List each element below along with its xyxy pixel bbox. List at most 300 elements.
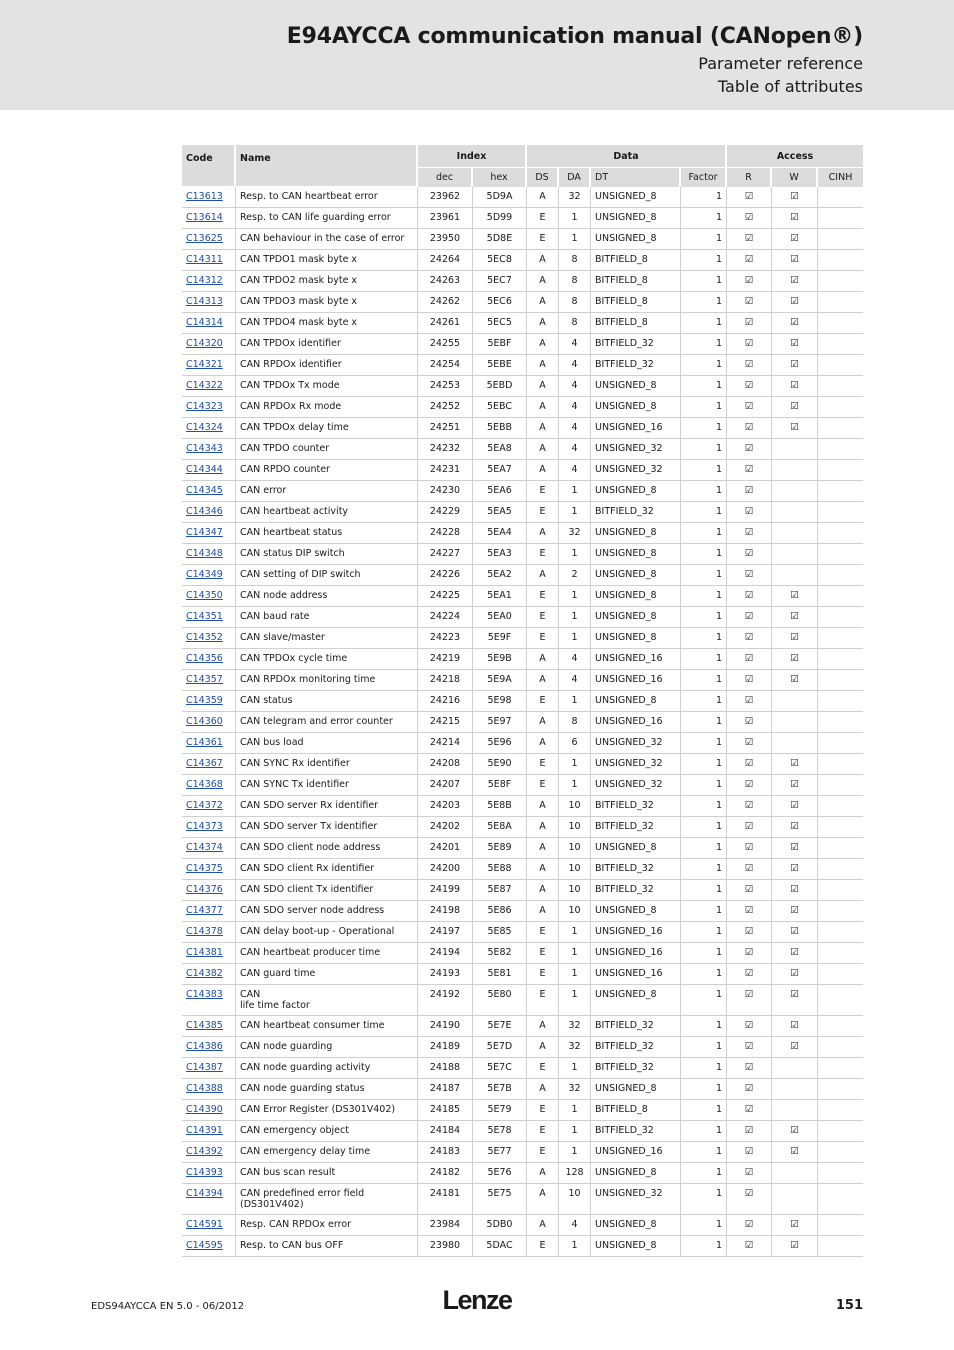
cell-code[interactable] bbox=[182, 691, 236, 712]
cell-dt: UNSIGNED_8 bbox=[591, 628, 681, 649]
cell-code[interactable] bbox=[182, 229, 236, 250]
cell-dec: 24187 bbox=[418, 1079, 473, 1100]
cell-code[interactable] bbox=[182, 628, 236, 649]
cell-code[interactable] bbox=[182, 901, 236, 922]
table-body bbox=[182, 187, 863, 1257]
cell-w: ☑ bbox=[772, 796, 818, 817]
cell-hex: 5D8E bbox=[473, 229, 527, 250]
code-link[interactable]: C14591 bbox=[186, 1219, 223, 1230]
code-link[interactable]: C14351 bbox=[186, 611, 223, 622]
cell-hex: 5E88 bbox=[473, 859, 527, 880]
code-link[interactable]: C14314 bbox=[186, 317, 223, 328]
cell-code[interactable] bbox=[182, 481, 236, 502]
cell-name: CAN setting of DIP switch bbox=[236, 565, 418, 586]
cell-code[interactable] bbox=[182, 1163, 236, 1184]
cell-factor: 1 bbox=[681, 1058, 727, 1079]
cell-code[interactable] bbox=[182, 187, 236, 208]
cell-name: CAN RPDOx Rx mode bbox=[236, 397, 418, 418]
cell-code[interactable] bbox=[182, 733, 236, 754]
cell-name: CAN heartbeat producer time bbox=[236, 943, 418, 964]
cell-code[interactable] bbox=[182, 649, 236, 670]
cell-dt: UNSIGNED_32 bbox=[591, 439, 681, 460]
code-link[interactable]: C14347 bbox=[186, 527, 223, 538]
table-row bbox=[182, 1079, 863, 1100]
cell-r: ☑ bbox=[727, 481, 772, 502]
cell-ds: E bbox=[527, 607, 559, 628]
cell-name: CAN SDO client node address bbox=[236, 838, 418, 859]
cell-code[interactable] bbox=[182, 502, 236, 523]
cell-hex: 5D99 bbox=[473, 208, 527, 229]
cell-dt: UNSIGNED_16 bbox=[591, 670, 681, 691]
code-link[interactable]: C14393 bbox=[186, 1167, 223, 1178]
cell-cinh bbox=[818, 313, 863, 334]
cell-cinh bbox=[818, 1079, 863, 1100]
cell-r: ☑ bbox=[727, 1236, 772, 1257]
code-link[interactable]: C14368 bbox=[186, 779, 223, 790]
cell-code[interactable] bbox=[182, 817, 236, 838]
code-link[interactable]: C14357 bbox=[186, 674, 223, 685]
code-link[interactable]: C14346 bbox=[186, 506, 223, 517]
cell-dec: 24194 bbox=[418, 943, 473, 964]
cell-hex: 5E89 bbox=[473, 838, 527, 859]
cell-r: ☑ bbox=[727, 649, 772, 670]
cell-factor: 1 bbox=[681, 292, 727, 313]
subsection-title: Table of attributes bbox=[717, 77, 863, 96]
cell-ds: E bbox=[527, 1236, 559, 1257]
table-row bbox=[182, 712, 863, 733]
cell-cinh bbox=[818, 292, 863, 313]
cell-ds: A bbox=[527, 901, 559, 922]
cell-factor: 1 bbox=[681, 418, 727, 439]
cell-name: CAN heartbeat consumer time bbox=[236, 1016, 418, 1037]
cell-dec: 24189 bbox=[418, 1037, 473, 1058]
cell-dt: UNSIGNED_8 bbox=[591, 208, 681, 229]
cell-hex: 5E7B bbox=[473, 1079, 527, 1100]
cell-da: 128 bbox=[559, 1163, 591, 1184]
cell-r: ☑ bbox=[727, 355, 772, 376]
table-row bbox=[182, 397, 863, 418]
cell-hex: 5E76 bbox=[473, 1163, 527, 1184]
cell-code[interactable] bbox=[182, 1037, 236, 1058]
cell-cinh bbox=[818, 439, 863, 460]
code-link[interactable]: C14381 bbox=[186, 947, 223, 958]
cell-factor: 1 bbox=[681, 481, 727, 502]
cell-dec: 24219 bbox=[418, 649, 473, 670]
table-row bbox=[182, 922, 863, 943]
cell-name: CAN predefined error field (DS301V402) bbox=[236, 1184, 418, 1215]
cell-factor: 1 bbox=[681, 1037, 727, 1058]
cell-code[interactable] bbox=[182, 964, 236, 985]
cell-code[interactable] bbox=[182, 1058, 236, 1079]
code-link[interactable]: C14324 bbox=[186, 422, 223, 433]
col-header-hex: hex bbox=[473, 168, 527, 187]
cell-cinh bbox=[818, 1037, 863, 1058]
cell-ds: A bbox=[527, 817, 559, 838]
code-link[interactable]: C13613 bbox=[186, 191, 223, 202]
cell-r: ☑ bbox=[727, 817, 772, 838]
cell-code[interactable] bbox=[182, 838, 236, 859]
cell-ds: A bbox=[527, 460, 559, 481]
cell-code[interactable] bbox=[182, 544, 236, 565]
cell-factor: 1 bbox=[681, 922, 727, 943]
cell-dec: 23961 bbox=[418, 208, 473, 229]
cell-name: CAN emergency delay time bbox=[236, 1142, 418, 1163]
cell-dt: UNSIGNED_32 bbox=[591, 754, 681, 775]
cell-dec: 24252 bbox=[418, 397, 473, 418]
cell-factor: 1 bbox=[681, 1184, 727, 1215]
cell-da: 1 bbox=[559, 754, 591, 775]
code-link[interactable]: C14394 bbox=[186, 1188, 223, 1199]
table-row bbox=[182, 439, 863, 460]
cell-code[interactable] bbox=[182, 670, 236, 691]
cell-factor: 1 bbox=[681, 859, 727, 880]
cell-w bbox=[772, 544, 818, 565]
code-link[interactable]: C14382 bbox=[186, 968, 223, 979]
cell-da: 1 bbox=[559, 922, 591, 943]
code-link[interactable]: C13614 bbox=[186, 212, 223, 223]
cell-r: ☑ bbox=[727, 271, 772, 292]
cell-code[interactable] bbox=[182, 775, 236, 796]
logo-text: Lenze bbox=[442, 1286, 512, 1315]
cell-dec: 24201 bbox=[418, 838, 473, 859]
cell-r: ☑ bbox=[727, 1016, 772, 1037]
cell-factor: 1 bbox=[681, 544, 727, 565]
cell-da: 10 bbox=[559, 796, 591, 817]
cell-ds: E bbox=[527, 1142, 559, 1163]
col-header-dt: DT bbox=[591, 168, 681, 187]
cell-r: ☑ bbox=[727, 775, 772, 796]
cell-dec: 24185 bbox=[418, 1100, 473, 1121]
cell-code[interactable] bbox=[182, 1016, 236, 1037]
cell-w: ☑ bbox=[772, 292, 818, 313]
cell-factor: 1 bbox=[681, 1016, 727, 1037]
cell-cinh bbox=[818, 565, 863, 586]
cell-name: CAN TPDO2 mask byte x bbox=[236, 271, 418, 292]
cell-hex: 5EA8 bbox=[473, 439, 527, 460]
cell-cinh bbox=[818, 1121, 863, 1142]
col-header-da: DA bbox=[559, 168, 591, 187]
table-row bbox=[182, 586, 863, 607]
table-row bbox=[182, 523, 863, 544]
cell-ds: A bbox=[527, 880, 559, 901]
cell-code[interactable] bbox=[182, 1142, 236, 1163]
cell-da: 32 bbox=[559, 187, 591, 208]
col-header-ds: DS bbox=[527, 168, 559, 187]
cell-r: ☑ bbox=[727, 985, 772, 1016]
cell-w: ☑ bbox=[772, 964, 818, 985]
cell-w bbox=[772, 460, 818, 481]
cell-r: ☑ bbox=[727, 1215, 772, 1236]
cell-cinh bbox=[818, 1215, 863, 1236]
cell-w: ☑ bbox=[772, 355, 818, 376]
cell-w bbox=[772, 439, 818, 460]
cell-w: ☑ bbox=[772, 1037, 818, 1058]
col-header-r: R bbox=[727, 168, 772, 187]
cell-r: ☑ bbox=[727, 1058, 772, 1079]
code-link[interactable]: C14321 bbox=[186, 359, 223, 370]
cell-code[interactable] bbox=[182, 418, 236, 439]
code-link[interactable]: C14348 bbox=[186, 548, 223, 559]
cell-name: CAN behaviour in the case of error bbox=[236, 229, 418, 250]
cell-w: ☑ bbox=[772, 229, 818, 250]
cell-da: 8 bbox=[559, 250, 591, 271]
code-link[interactable]: C14392 bbox=[186, 1146, 223, 1157]
cell-dt: BITFIELD_8 bbox=[591, 250, 681, 271]
cell-code[interactable] bbox=[182, 1100, 236, 1121]
cell-dt: BITFIELD_32 bbox=[591, 1058, 681, 1079]
code-link[interactable]: C14352 bbox=[186, 632, 223, 643]
code-link[interactable]: C14375 bbox=[186, 863, 223, 874]
cell-r: ☑ bbox=[727, 397, 772, 418]
code-link[interactable]: C14359 bbox=[186, 695, 223, 706]
table-row bbox=[182, 271, 863, 292]
cell-code[interactable] bbox=[182, 859, 236, 880]
cell-dec: 24230 bbox=[418, 481, 473, 502]
cell-da: 1 bbox=[559, 586, 591, 607]
cell-da: 4 bbox=[559, 376, 591, 397]
table-row bbox=[182, 901, 863, 922]
cell-name: CAN bus scan result bbox=[236, 1163, 418, 1184]
table-row bbox=[182, 187, 863, 208]
cell-code[interactable] bbox=[182, 586, 236, 607]
cell-hex: 5EC7 bbox=[473, 271, 527, 292]
cell-name: CAN life time factor bbox=[236, 985, 418, 1016]
cell-hex: 5EBB bbox=[473, 418, 527, 439]
cell-factor: 1 bbox=[681, 796, 727, 817]
code-link[interactable]: C14312 bbox=[186, 275, 223, 286]
cell-r: ☑ bbox=[727, 754, 772, 775]
cell-r: ☑ bbox=[727, 229, 772, 250]
code-link[interactable]: C14311 bbox=[186, 254, 223, 265]
cell-code[interactable] bbox=[182, 565, 236, 586]
cell-code[interactable] bbox=[182, 754, 236, 775]
cell-r: ☑ bbox=[727, 796, 772, 817]
cell-hex: 5EBC bbox=[473, 397, 527, 418]
cell-code[interactable] bbox=[182, 439, 236, 460]
cell-code[interactable] bbox=[182, 880, 236, 901]
cell-code[interactable] bbox=[182, 376, 236, 397]
table-row bbox=[182, 733, 863, 754]
col-header-name: Name bbox=[236, 145, 418, 187]
cell-hex: 5E8F bbox=[473, 775, 527, 796]
code-link[interactable]: C14349 bbox=[186, 569, 223, 580]
cell-code[interactable] bbox=[182, 271, 236, 292]
cell-dt: UNSIGNED_8 bbox=[591, 523, 681, 544]
cell-r: ☑ bbox=[727, 670, 772, 691]
cell-da: 1 bbox=[559, 208, 591, 229]
cell-da: 1 bbox=[559, 1121, 591, 1142]
cell-cinh bbox=[818, 355, 863, 376]
cell-w bbox=[772, 502, 818, 523]
cell-dt: UNSIGNED_8 bbox=[591, 691, 681, 712]
cell-hex: 5E78 bbox=[473, 1121, 527, 1142]
cell-name: CAN SDO server Tx identifier bbox=[236, 817, 418, 838]
cell-da: 8 bbox=[559, 292, 591, 313]
cell-hex: 5E75 bbox=[473, 1184, 527, 1215]
cell-r: ☑ bbox=[727, 376, 772, 397]
cell-hex: 5E77 bbox=[473, 1142, 527, 1163]
code-link[interactable]: C14373 bbox=[186, 821, 223, 832]
cell-hex: 5E81 bbox=[473, 964, 527, 985]
code-link[interactable]: C14391 bbox=[186, 1125, 223, 1136]
code-link[interactable]: C14378 bbox=[186, 926, 223, 937]
cell-hex: 5E86 bbox=[473, 901, 527, 922]
code-link[interactable]: C14345 bbox=[186, 485, 223, 496]
cell-hex: 5E90 bbox=[473, 754, 527, 775]
cell-ds: A bbox=[527, 1184, 559, 1215]
cell-dec: 24262 bbox=[418, 292, 473, 313]
code-link[interactable]: C14385 bbox=[186, 1020, 223, 1031]
code-link[interactable]: C14388 bbox=[186, 1083, 223, 1094]
code-link[interactable]: C14372 bbox=[186, 800, 223, 811]
cell-hex: 5EBD bbox=[473, 376, 527, 397]
code-link[interactable]: C14356 bbox=[186, 653, 223, 664]
code-link[interactable]: C14350 bbox=[186, 590, 223, 601]
cell-w: ☑ bbox=[772, 922, 818, 943]
code-link[interactable]: C14323 bbox=[186, 401, 223, 412]
cell-r: ☑ bbox=[727, 502, 772, 523]
cell-factor: 1 bbox=[681, 670, 727, 691]
cell-cinh bbox=[818, 901, 863, 922]
cell-dt: UNSIGNED_8 bbox=[591, 397, 681, 418]
cell-code[interactable] bbox=[182, 796, 236, 817]
table-row bbox=[182, 565, 863, 586]
cell-dec: 24202 bbox=[418, 817, 473, 838]
cell-cinh bbox=[818, 649, 863, 670]
cell-code[interactable] bbox=[182, 460, 236, 481]
cell-hex: 5E9B bbox=[473, 649, 527, 670]
cell-code[interactable] bbox=[182, 1236, 236, 1257]
cell-cinh bbox=[818, 271, 863, 292]
page-number: 151 bbox=[835, 1298, 863, 1313]
cell-r: ☑ bbox=[727, 859, 772, 880]
code-link[interactable]: C14376 bbox=[186, 884, 223, 895]
cell-ds: E bbox=[527, 229, 559, 250]
cell-dec: 24181 bbox=[418, 1184, 473, 1215]
cell-cinh bbox=[818, 733, 863, 754]
cell-w: ☑ bbox=[772, 838, 818, 859]
cell-da: 1 bbox=[559, 481, 591, 502]
cell-r: ☑ bbox=[727, 1037, 772, 1058]
table-row bbox=[182, 1236, 863, 1257]
code-link[interactable]: C14360 bbox=[186, 716, 223, 727]
cell-r: ☑ bbox=[727, 607, 772, 628]
cell-dt: BITFIELD_8 bbox=[591, 271, 681, 292]
cell-w bbox=[772, 1163, 818, 1184]
manual-title: E94AYCCA communication manual (CANopen®) bbox=[286, 24, 863, 49]
cell-factor: 1 bbox=[681, 712, 727, 733]
code-link[interactable]: C14343 bbox=[186, 443, 223, 454]
cell-factor: 1 bbox=[681, 502, 727, 523]
cell-w bbox=[772, 733, 818, 754]
cell-cinh bbox=[818, 607, 863, 628]
cell-dec: 24192 bbox=[418, 985, 473, 1016]
table-row bbox=[182, 859, 863, 880]
cell-cinh bbox=[818, 691, 863, 712]
cell-code[interactable] bbox=[182, 292, 236, 313]
cell-ds: E bbox=[527, 1121, 559, 1142]
cell-code[interactable] bbox=[182, 1079, 236, 1100]
cell-da: 10 bbox=[559, 838, 591, 859]
code-link[interactable]: C14367 bbox=[186, 758, 223, 769]
cell-code[interactable] bbox=[182, 1215, 236, 1236]
cell-code[interactable] bbox=[182, 397, 236, 418]
cell-ds: E bbox=[527, 628, 559, 649]
code-link[interactable]: C14322 bbox=[186, 380, 223, 391]
cell-code[interactable] bbox=[182, 208, 236, 229]
cell-factor: 1 bbox=[681, 460, 727, 481]
cell-factor: 1 bbox=[681, 754, 727, 775]
cell-cinh bbox=[818, 817, 863, 838]
code-link[interactable]: C14383 bbox=[186, 989, 223, 1000]
code-link[interactable]: C14387 bbox=[186, 1062, 223, 1073]
cell-da: 4 bbox=[559, 397, 591, 418]
cell-code[interactable] bbox=[182, 607, 236, 628]
cell-factor: 1 bbox=[681, 901, 727, 922]
cell-code[interactable] bbox=[182, 250, 236, 271]
cell-w bbox=[772, 1079, 818, 1100]
cell-hex: 5EA4 bbox=[473, 523, 527, 544]
cell-hex: 5EA5 bbox=[473, 502, 527, 523]
cell-cinh bbox=[818, 796, 863, 817]
code-link[interactable]: C14390 bbox=[186, 1104, 223, 1115]
code-link[interactable]: C14320 bbox=[186, 338, 223, 349]
cell-factor: 1 bbox=[681, 439, 727, 460]
cell-code[interactable] bbox=[182, 1121, 236, 1142]
cell-w: ☑ bbox=[772, 208, 818, 229]
code-link[interactable]: C14374 bbox=[186, 842, 223, 853]
code-link[interactable]: C14386 bbox=[186, 1041, 223, 1052]
cell-code[interactable] bbox=[182, 313, 236, 334]
code-link[interactable]: C14344 bbox=[186, 464, 223, 475]
cell-w: ☑ bbox=[772, 901, 818, 922]
cell-dec: 24214 bbox=[418, 733, 473, 754]
cell-w: ☑ bbox=[772, 649, 818, 670]
cell-code[interactable] bbox=[182, 943, 236, 964]
cell-da: 8 bbox=[559, 712, 591, 733]
col-header-w: W bbox=[772, 168, 818, 187]
cell-da: 8 bbox=[559, 271, 591, 292]
cell-hex: 5E9A bbox=[473, 670, 527, 691]
cell-dec: 24226 bbox=[418, 565, 473, 586]
cell-code[interactable] bbox=[182, 985, 236, 1016]
cell-code[interactable] bbox=[182, 712, 236, 733]
cell-code[interactable] bbox=[182, 355, 236, 376]
cell-name: CAN node address bbox=[236, 586, 418, 607]
cell-code[interactable] bbox=[182, 922, 236, 943]
code-link[interactable]: C13625 bbox=[186, 233, 223, 244]
code-link[interactable]: C14313 bbox=[186, 296, 223, 307]
cell-dt: BITFIELD_32 bbox=[591, 1037, 681, 1058]
cell-ds: A bbox=[527, 796, 559, 817]
cell-da: 32 bbox=[559, 1079, 591, 1100]
cell-code[interactable] bbox=[182, 334, 236, 355]
code-link[interactable]: C14595 bbox=[186, 1240, 223, 1251]
cell-factor: 1 bbox=[681, 376, 727, 397]
code-link[interactable]: C14377 bbox=[186, 905, 223, 916]
table-row bbox=[182, 481, 863, 502]
code-link[interactable]: C14361 bbox=[186, 737, 223, 748]
cell-name: Resp. to CAN bus OFF bbox=[236, 1236, 418, 1257]
cell-factor: 1 bbox=[681, 943, 727, 964]
cell-code[interactable] bbox=[182, 1184, 236, 1215]
cell-dt: UNSIGNED_8 bbox=[591, 985, 681, 1016]
cell-dt: BITFIELD_8 bbox=[591, 313, 681, 334]
cell-code[interactable] bbox=[182, 523, 236, 544]
cell-w: ☑ bbox=[772, 271, 818, 292]
cell-r: ☑ bbox=[727, 1184, 772, 1215]
lenze-logo bbox=[437, 1286, 517, 1316]
